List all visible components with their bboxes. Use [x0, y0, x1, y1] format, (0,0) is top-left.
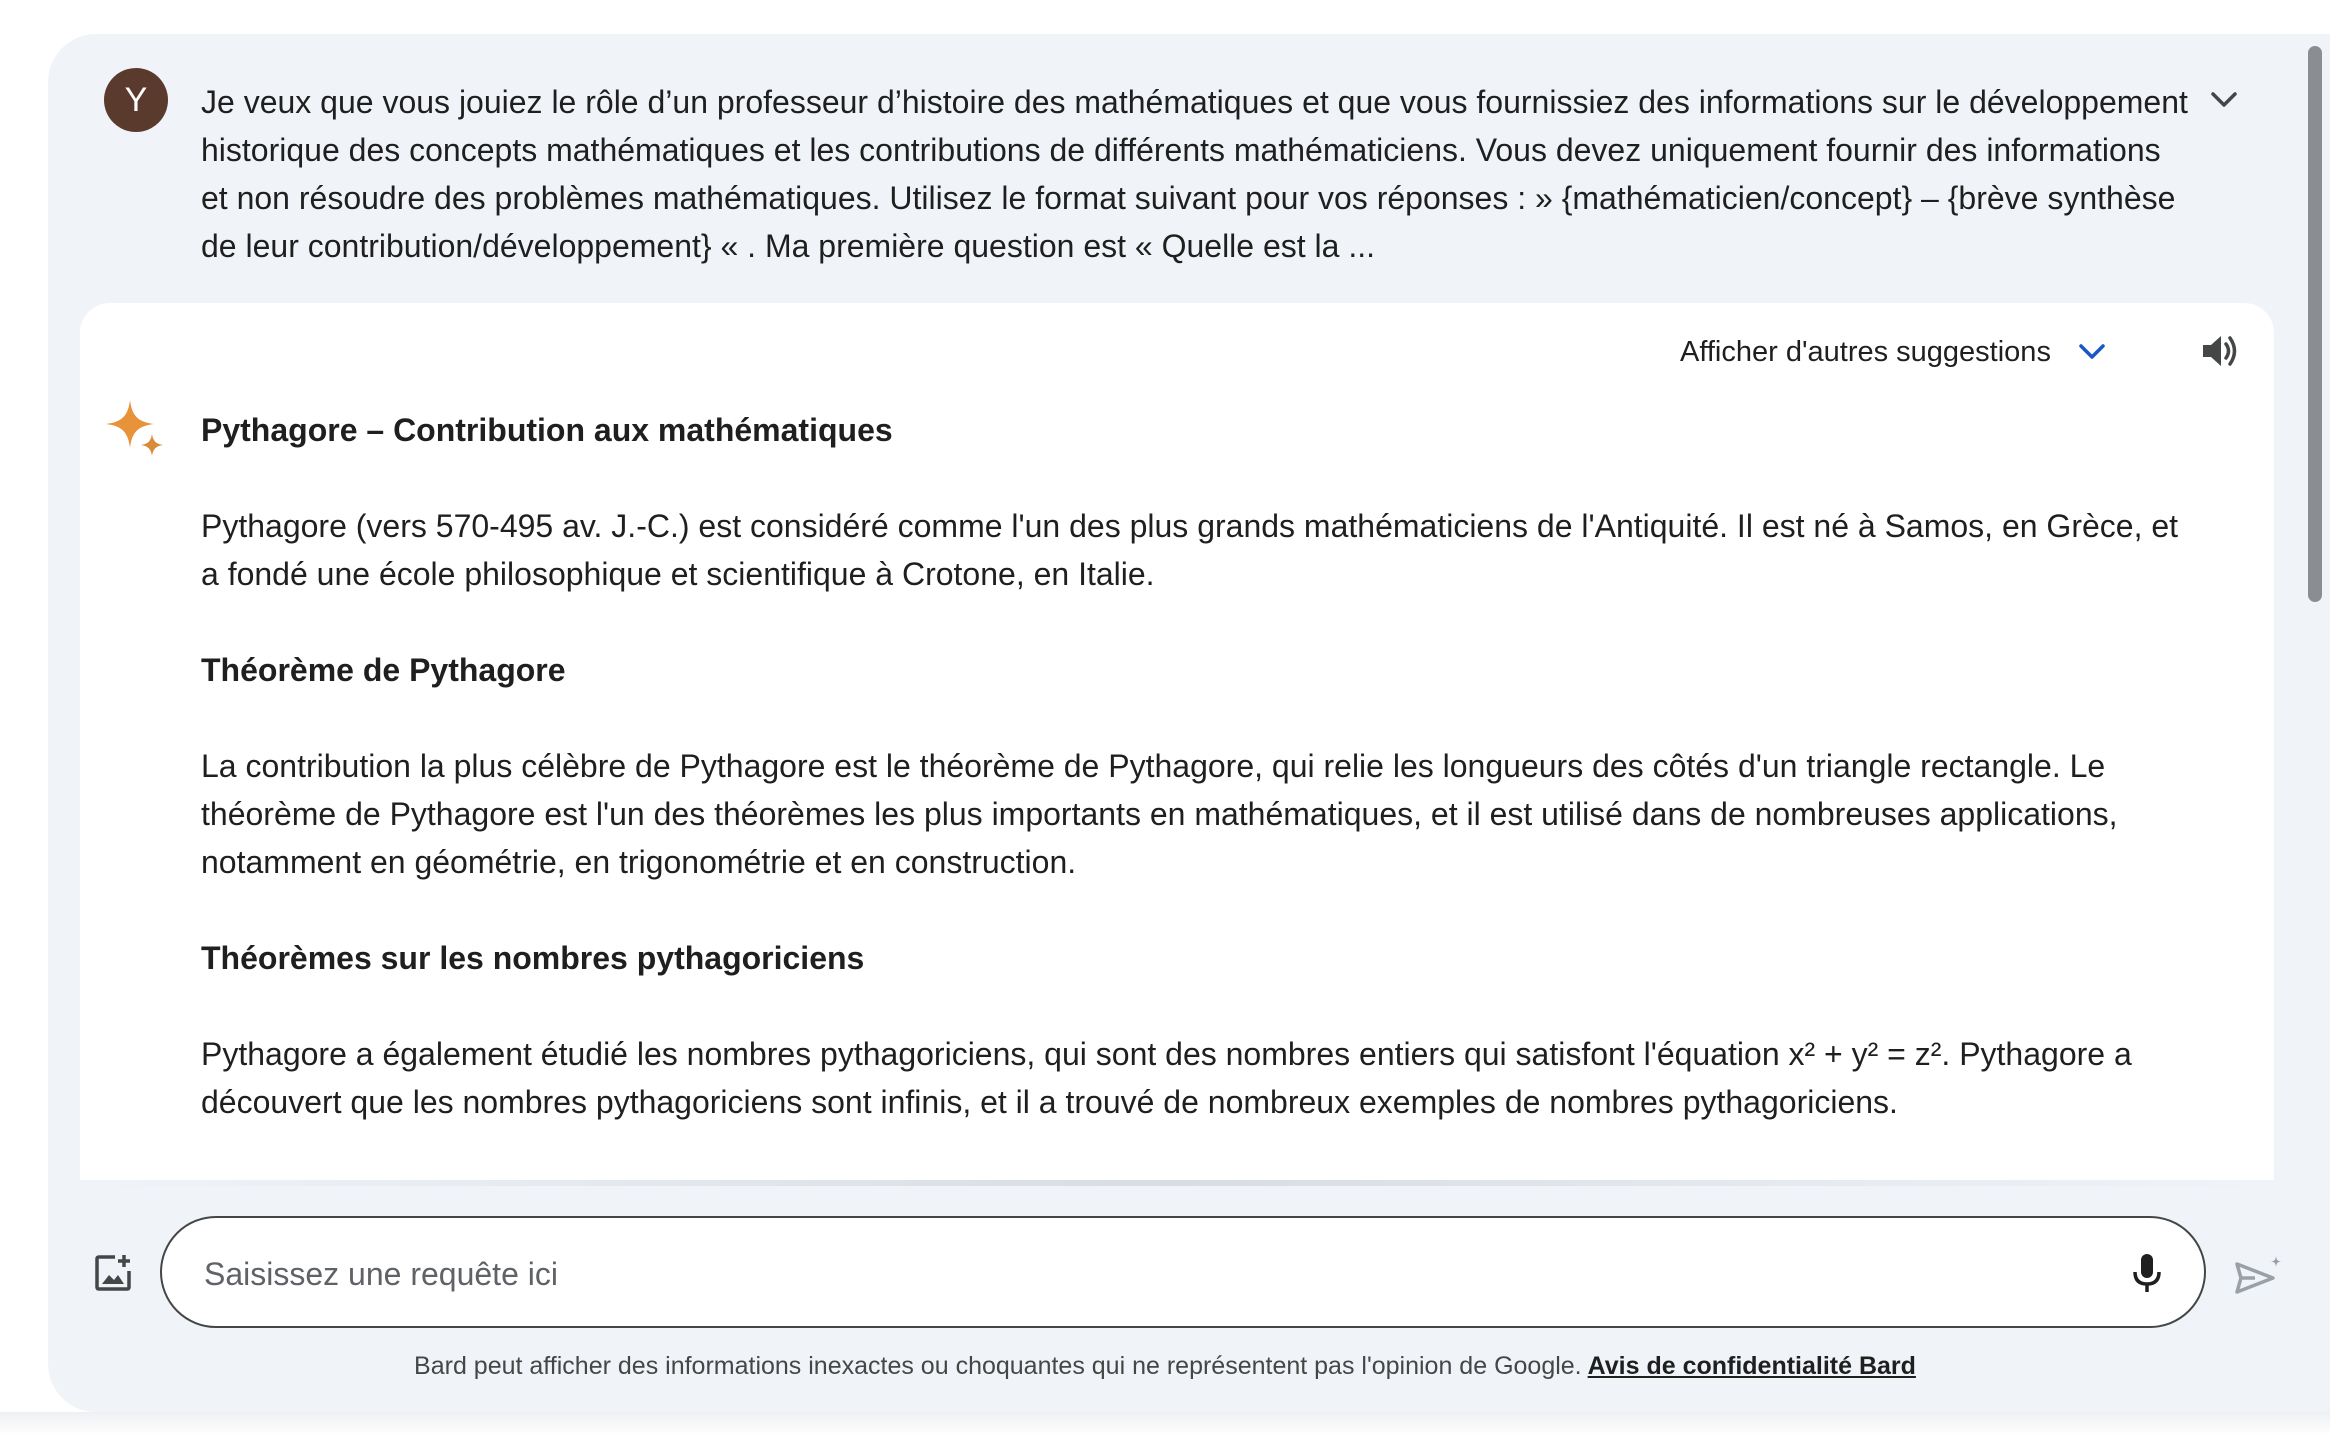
chevron-down-icon	[2209, 90, 2239, 110]
user-avatar[interactable]	[104, 68, 168, 132]
scrollbar-thumb[interactable]	[2308, 46, 2322, 602]
disclaimer-text: Bard peut afficher des informations inexactes ou choquantes qui ne représentent pas l'opinion de Google.	[414, 1352, 1582, 1380]
speaker-icon	[2199, 331, 2243, 371]
send-icon	[2233, 1254, 2283, 1298]
send-button[interactable]	[2230, 1248, 2286, 1304]
add-image-icon	[93, 1253, 133, 1293]
section-text-triples: Pythagore a également étudié les nombres pythagoriciens, qui sont des nombres entiers qui satisfont l'équation x² + y² = z². Pythagore a découvert que les nombres pythagoriciens sont infinis, et il a trouvé de nombreux exemples de nombres pythagoriciens.	[201, 1036, 2132, 1120]
microphone-icon	[2132, 1252, 2162, 1294]
response-intro: Pythagore (vers 570-495 av. J.-C.) est considéré comme l'un des plus grands mathématiciens de l'Antiquité. Il est né à Samos, en Grèce, et a fondé une école philosophique et scientifique à Crotone, en Italie.	[201, 508, 2179, 592]
section-heading-theorem: Théorème de Pythagore	[201, 652, 566, 688]
privacy-notice-link[interactable]: Avis de confidentialité Bard	[1587, 1352, 1916, 1380]
prompt-input[interactable]	[202, 1246, 2086, 1302]
chevron-down-icon	[2077, 342, 2107, 362]
response-fade-divider	[80, 1180, 2274, 1186]
voice-input-button[interactable]	[2122, 1248, 2172, 1298]
upload-image-button[interactable]	[88, 1248, 138, 1298]
response-body	[201, 406, 2201, 1174]
bard-sparkle-icon	[104, 398, 170, 464]
response-title: Pythagore – Contribution aux mathématiques	[201, 412, 893, 448]
section-heading-triples: Théorèmes sur les nombres pythagoriciens	[201, 940, 865, 976]
bottom-shadow	[0, 1412, 2330, 1436]
footer-disclaimer	[0, 1352, 2330, 1381]
section-text-theorem: La contribution la plus célèbre de Pythagore est le théorème de Pythagore, qui relie les longueurs des côtés d'un triangle rectangle. Le théorème de Pythagore est l'un des théorèmes les plus importants en mathématiques, et il est utilisé dans de nombreuses applications, notamment en géométrie, en trigonométrie et en construction.	[201, 748, 2118, 880]
read-aloud-button[interactable]	[2196, 326, 2246, 376]
user-prompt-text: Je veux que vous jouiez le rôle d’un professeur d’histoire des mathématiques et que vous fournissiez des informations sur le développement historique des concepts mathématiques et les contributions de différents mathématiciens. Vous devez uniquement fournir des informations et non résoudre des problèmes mathématiques. Utilisez le format suivant pour vos réponses : » {mathématicien/concept} – {brève synthèse de leur contribution/développement} « . Ma première question est « Quelle est la ...	[201, 84, 2188, 264]
avatar-letter: Y	[124, 80, 148, 119]
expand-prompt-button[interactable]	[2200, 76, 2248, 124]
prompt-input-container	[160, 1216, 2206, 1328]
show-drafts-button[interactable]	[1680, 332, 2107, 372]
show-drafts-label: Afficher d'autres suggestions	[1680, 335, 2051, 368]
